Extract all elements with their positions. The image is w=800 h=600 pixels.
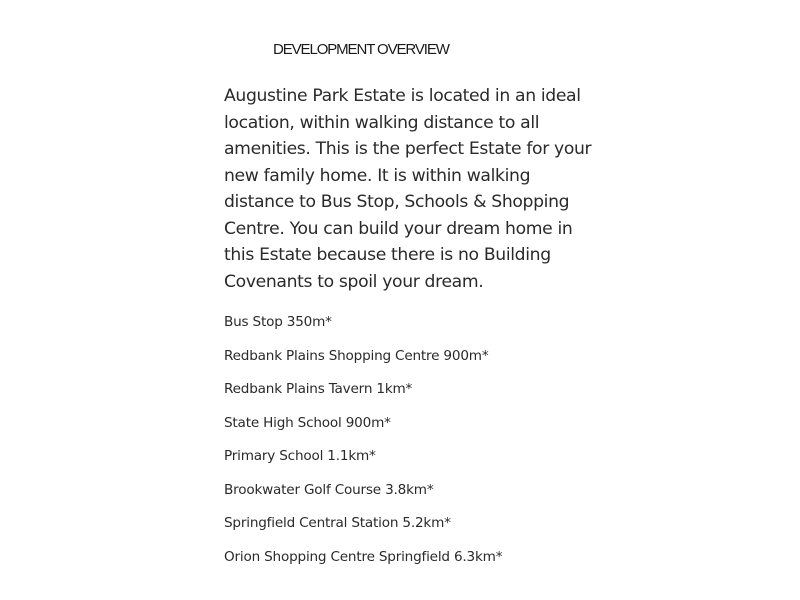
amenity-item: Redbank Plains Shopping Centre 900m* xyxy=(224,347,489,364)
section-heading: DEVELOPMENT OVERVIEW xyxy=(273,41,449,58)
intro-paragraph xyxy=(224,83,604,295)
amenity-item: Bus Stop 350m* xyxy=(224,314,332,330)
amenity-item: Brookwater Golf Course 3.8km* xyxy=(224,481,434,498)
amenities-list xyxy=(224,312,604,580)
amenity-item: State High School 900m* xyxy=(224,414,391,431)
intro-line: new family home. It is within walking xyxy=(224,165,531,186)
amenity-item: Redbank Plains Tavern 1km* xyxy=(224,381,413,397)
amenity-item: Orion Shopping Centre Springfield 6.3km* xyxy=(224,548,503,565)
amenity-item: Springfield Central Station 5.2km* xyxy=(224,515,451,531)
intro-line: distance to Bus Stop, Schools & Shopping xyxy=(224,192,570,212)
intro-line: location, within walking distance to all xyxy=(224,112,540,133)
amenity-item: Primary School 1.1km* xyxy=(224,448,376,464)
intro-line: Centre. You can build your dream home in xyxy=(224,218,573,239)
intro-line: Augustine Park Estate is located in an ideal xyxy=(224,86,581,106)
intro-line: Covenants to spoil your dream. xyxy=(224,271,484,292)
intro-line: amenities. This is the perfect Estate for your xyxy=(224,139,592,159)
intro-line: this Estate because there is no Building xyxy=(224,245,551,265)
